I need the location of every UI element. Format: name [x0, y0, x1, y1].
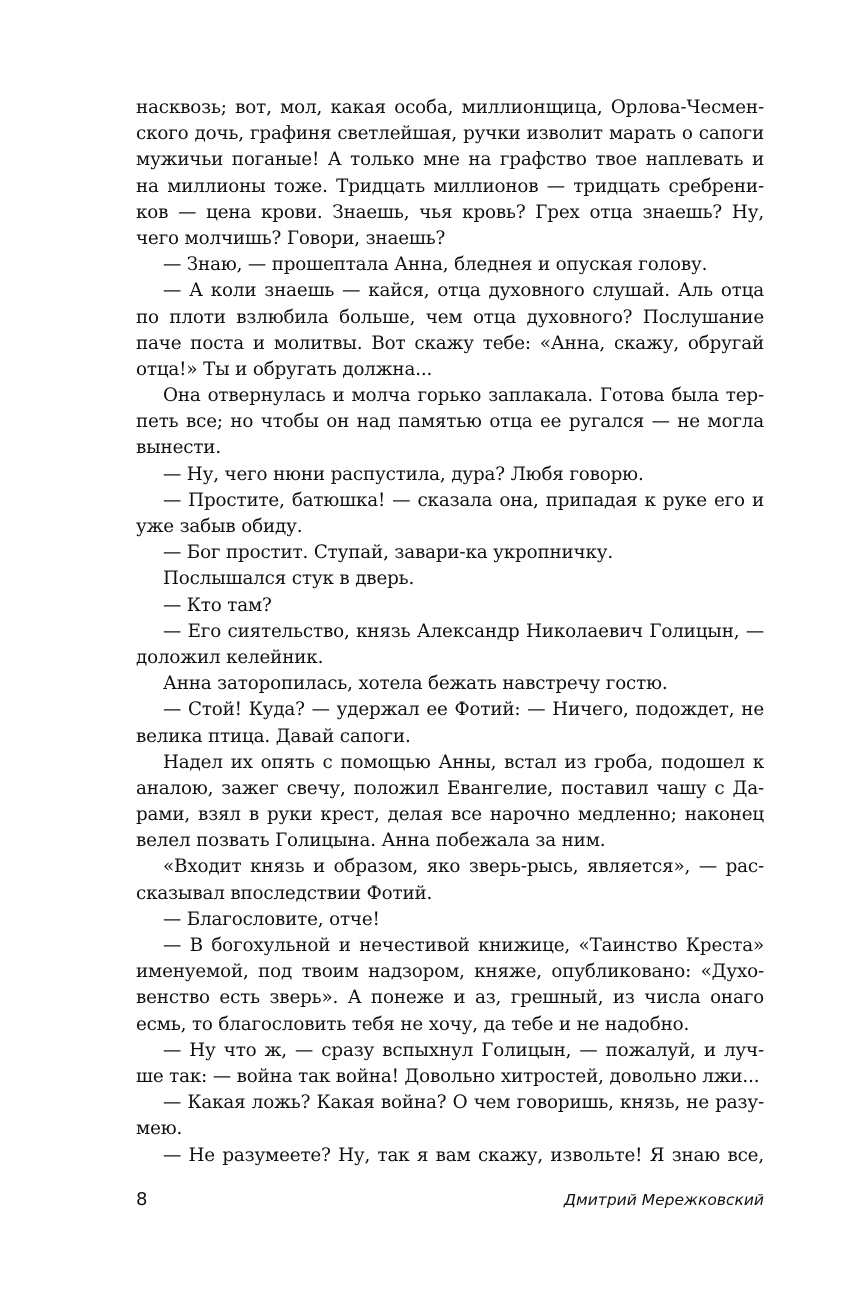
text-line: именуемой, под твоим надзором, княже, опубликовано: «Духо- — [136, 961, 764, 983]
text-line: — Не разумеете? Ну, так я вам скажу, извольте! Я знаю все, — [163, 1144, 764, 1166]
text-line: ков — цена крови. Знаешь, чья кровь? Грех отца знаешь? Ну, — [136, 201, 764, 223]
text-line: насквозь; вот, мол, какая особа, миллионщица, Орлова-Чесмен- — [136, 97, 764, 118]
text-line: венство есть зверь». А понеже и аз, грешный, из числа онаго — [136, 987, 764, 1009]
text-line: — А коли знаешь — кайся, отца духовного слушай. Аль отца — [163, 280, 764, 302]
text-line: Надел их опять с помощью Анны, встал из гроба, подошел к — [163, 751, 764, 773]
text-line: — Бог простит. Ступай, завари-ка укропничку. — [163, 542, 614, 564]
text-line: Анна заторопилась, хотела бежать навстречу гостю. — [163, 673, 668, 695]
text-line: аналою, зажег свечу, положил Евангелие, поставил чашу с Да- — [136, 777, 764, 799]
text-line: по плоти взлюбила больше, чем отца духовного? Послушание — [136, 306, 764, 328]
text-line: мужичьи поганые! А только мне на графство твое наплевать и — [136, 149, 764, 171]
text-line: — Простите, батюшка! — сказала она, припадая к руке его и — [163, 489, 764, 511]
text-line: — Ну, чего нюни распустила, дура? Любя говорю. — [163, 463, 644, 485]
text-line: петь все; но чтобы он над памятью отца ее ругался — не могла — [136, 411, 764, 433]
page-footer — [136, 1188, 764, 1212]
text-line: — Знаю, — прошептала Анна, бледнея и опуская голову. — [163, 254, 708, 276]
text-line: Послышался стук в дверь. — [163, 568, 415, 590]
text-line: ского дочь, графиня светлейшая, ручки изволит марать о сапоги — [136, 123, 764, 145]
text-line: — Стой! Куда? — удержал ее Фотий: — Ничего, подождет, не — [163, 699, 764, 721]
text-line: паче поста и молитвы. Вот скажу тебе: «Анна, скажу, обругай — [136, 332, 764, 354]
text-line: ше так: — война так война! Довольно хитростей, довольно лжи... — [136, 1065, 760, 1087]
text-line: — Его сиятельство, князь Александр Николаевич Голицын, — — [163, 620, 764, 642]
text-line: мею. — [136, 1118, 183, 1140]
text-line: велел позвать Голицына. Анна побежала за ним. — [136, 830, 606, 852]
running-footer-author: Дмитрий Мережковский — [563, 1191, 764, 1209]
text-line: доложил келейник. — [136, 646, 324, 668]
text-line: вынести. — [136, 437, 221, 459]
text-line: Она отвернулась и молча горько заплакала. Готова была тер- — [163, 385, 764, 407]
text-line: есмь, то благословить тебя не хочу, да тебе и не надобно. — [136, 1013, 690, 1035]
text-line: — В богохульной и нечестивой книжице, «Таинство Креста» — [163, 935, 764, 956]
text-line: отца!» Ты и обругать должна... — [136, 358, 433, 380]
text-line: уже забыв обиду. — [136, 516, 303, 537]
text-line: — Какая ложь? Какая война? О чем говоришь, князь, не разу- — [163, 1092, 764, 1114]
text-line: сказывал впоследствии Фотий. — [136, 882, 433, 904]
text-line: на миллионы тоже. Тридцать миллионов — тридцать сребрени- — [136, 175, 764, 197]
text-line: велика птица. Давай сапоги. — [136, 725, 411, 747]
page-number: 8 — [136, 1189, 148, 1210]
text-line: — Ну что ж, — сразу вспыхнул Голицын, — пожалуй, и луч- — [163, 1039, 764, 1061]
text-line: «Входит князь и образом, яко зверь-рысь, является», — рас- — [163, 856, 764, 878]
text-line: — Кто там? — [163, 594, 272, 616]
text-line: — Благословите, отче! — [163, 908, 380, 930]
text-line: чего молчишь? Говори, знаешь? — [136, 227, 446, 249]
body-text — [136, 95, 764, 1169]
text-line: рами, взял в руки крест, делая все нарочно медленно; наконец — [136, 804, 764, 826]
